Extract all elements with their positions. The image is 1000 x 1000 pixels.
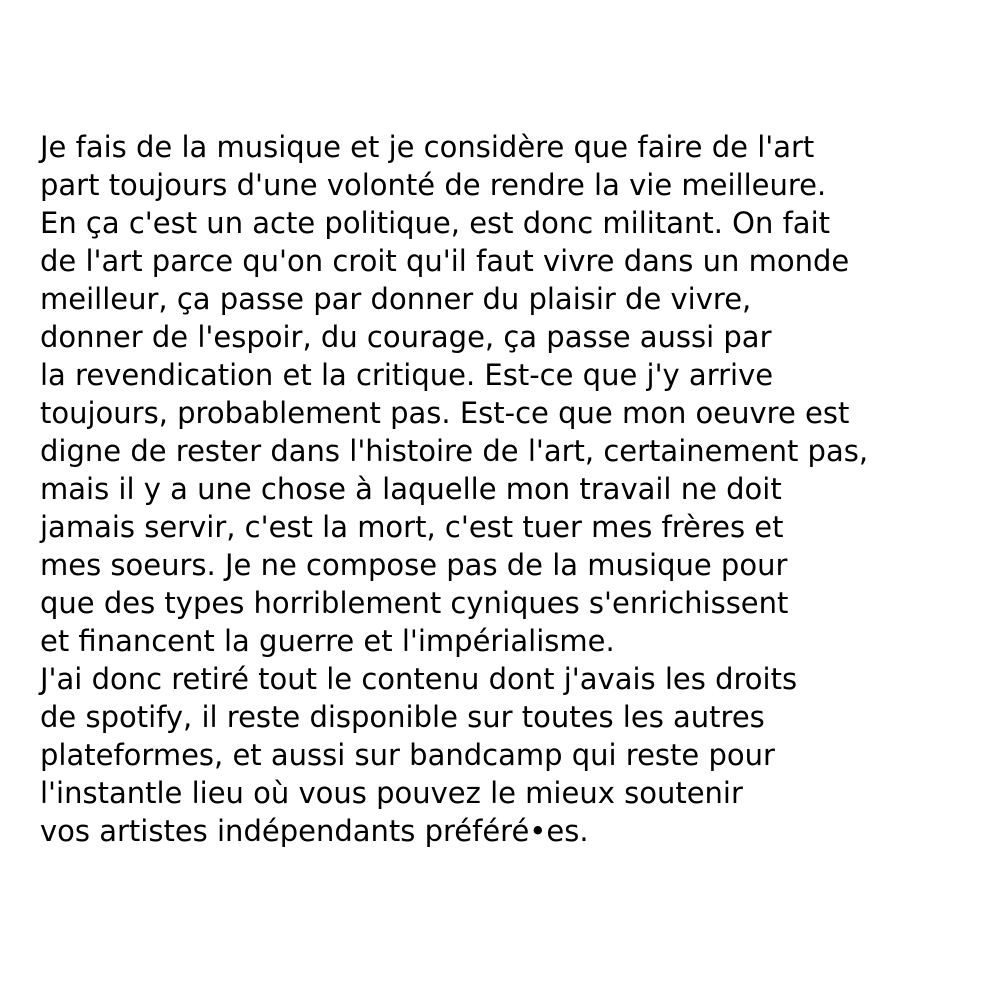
text-line-14: et financent la guerre et l'impérialisme. — [40, 624, 615, 658]
text-line-18: l'instantle lieu où vous pouvez le mieux soutenir — [40, 776, 743, 810]
text-line-16: de spotify, il reste disponible sur toutes les autres — [40, 700, 765, 734]
text-line-9: digne de rester dans l'histoire de l'art, certainement pas, — [40, 434, 869, 468]
text-line-12: mes soeurs. Je ne compose pas de la musique pour — [40, 548, 788, 582]
text-line-3: En ça c'est un acte politique, est donc militant. On fait — [40, 206, 831, 240]
text-line-17: plateformes, et aussi sur bandcamp qui reste pour — [40, 738, 775, 772]
text-line-5: meilleur, ça passe par donner du plaisir de vivre, — [40, 282, 752, 316]
text-line-11: jamais servir, c'est la mort, c'est tuer mes frères et — [40, 510, 784, 544]
text-line-7: la revendication et la critique. Est-ce que j'y arrive — [40, 358, 774, 392]
statement-text — [40, 128, 990, 850]
text-line-1: Je fais de la musique et je considère que faire de l'art — [40, 130, 815, 164]
text-line-13: que des types horriblement cyniques s'enrichissent — [40, 586, 789, 620]
text-line-8: toujours, probablement pas. Est-ce que mon oeuvre est — [40, 396, 850, 430]
text-line-10: mais il y a une chose à laquelle mon travail ne doit — [40, 472, 782, 506]
text-line-19: vos artistes indépendants préféré•es. — [40, 814, 589, 848]
text-line-6: donner de l'espoir, du courage, ça passe aussi par — [40, 320, 772, 354]
text-line-15: J'ai donc retiré tout le contenu dont j'avais les droits — [40, 662, 798, 696]
text-line-2: part toujours d'une volonté de rendre la vie meilleure. — [40, 168, 827, 202]
text-line-4: de l'art parce qu'on croit qu'il faut vivre dans un monde — [40, 244, 850, 278]
